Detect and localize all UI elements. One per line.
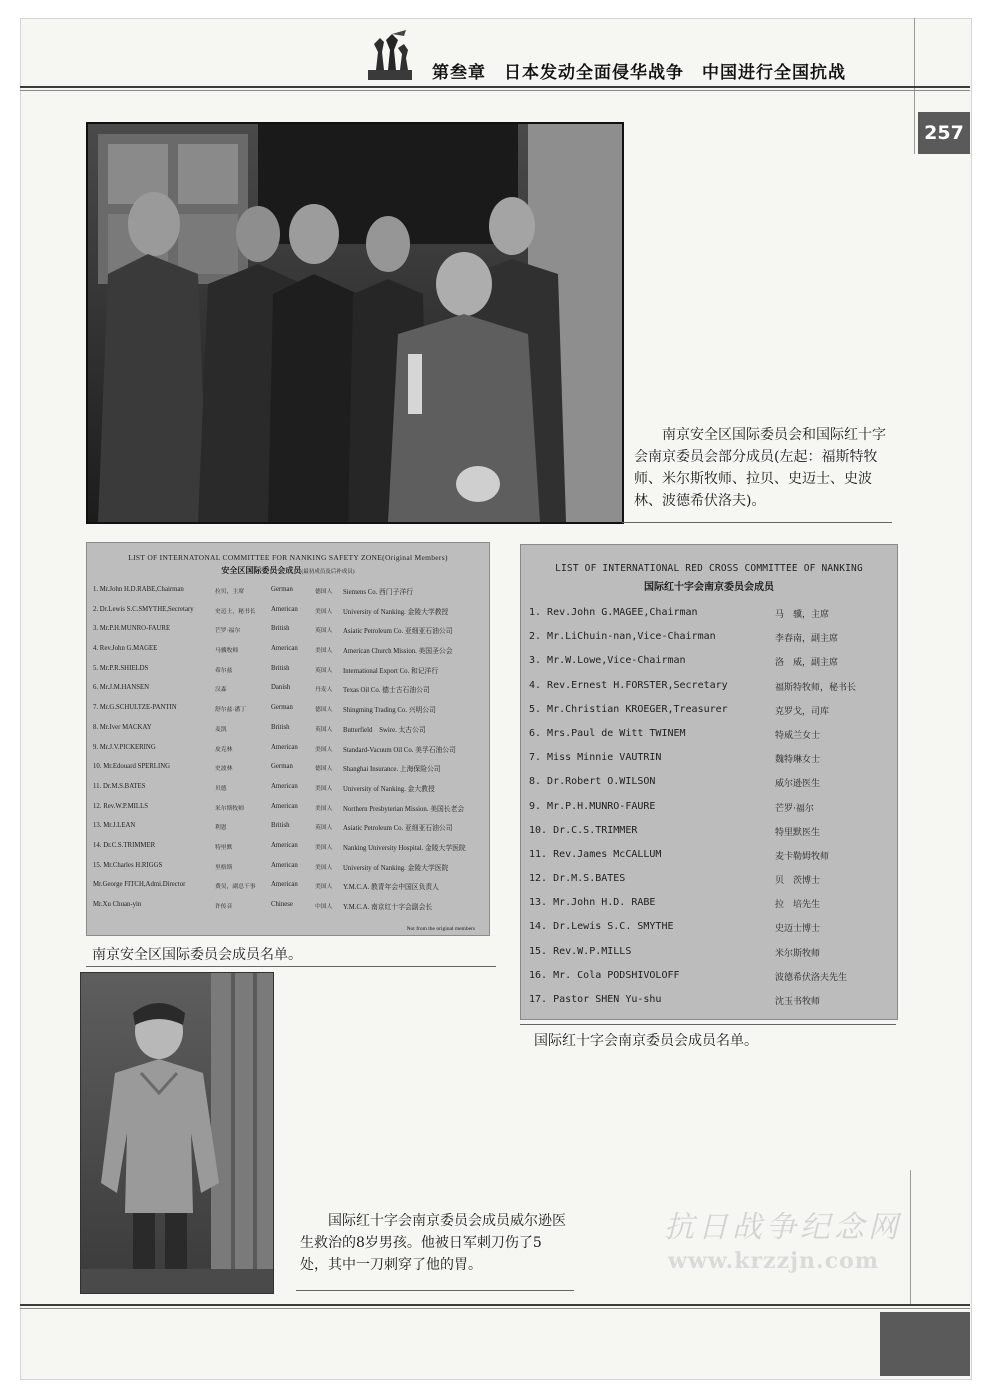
group-caption-rule bbox=[622, 522, 892, 523]
member-nationality-cn: 美国人 bbox=[315, 864, 333, 871]
member-nationality-cn: 中国人 bbox=[315, 904, 333, 910]
member-nationality-cn: 英国人 bbox=[315, 667, 333, 674]
member-name: 8. Mr.Iver MACKAY bbox=[93, 723, 152, 731]
redcross-list-row bbox=[521, 897, 897, 921]
chapter-heading bbox=[432, 58, 846, 83]
member-name-cn: 许传音 bbox=[215, 904, 233, 910]
member-organization: Y.M.C.A. 南京红十字会副会长 bbox=[343, 904, 433, 911]
member-name: 3. Mr.W.Lowe,Vice-Chairman bbox=[529, 655, 686, 667]
member-organization: International Export Co. 和记洋行 bbox=[343, 667, 439, 675]
boy-photo-image bbox=[81, 973, 273, 1293]
member-name-cn: 里格斯 bbox=[215, 864, 233, 871]
member-name: 10. Dr.C.S.TRIMMER bbox=[529, 824, 638, 836]
redcross-list-title-cn: 国际红十字会南京委员会成员 bbox=[644, 582, 774, 593]
member-name: 5. Mr.Christian KROEGER,Treasurer bbox=[529, 703, 728, 715]
member-name: 4. Rev.John G.MAGEE bbox=[93, 645, 158, 653]
safety-list-rows bbox=[87, 586, 489, 921]
member-name-cn: 米尔斯牧师 bbox=[215, 805, 244, 812]
member-name-cn: 米尔斯牧师 bbox=[775, 948, 821, 959]
safety-zone-members-list bbox=[86, 542, 490, 936]
boy-photo-caption: 国际红十字会南京委员会成员威尔逊医生救治的8岁男孩。他被日军刺刀伤了5处，其中一刀刺穿了他的胃。 bbox=[300, 1213, 566, 1273]
member-nationality-cn: 美国人 bbox=[315, 746, 333, 753]
member-organization: University of Nanking. 金大教授 bbox=[343, 785, 435, 793]
member-name-cn: 贝 茨博士 bbox=[775, 876, 821, 887]
member-name: 14. Dr.C.S.TRIMMER bbox=[93, 841, 156, 849]
member-name: 2. Dr.Lewis S.C.SMYTHE,Secretary bbox=[93, 605, 194, 613]
member-name-cn: 特威兰女士 bbox=[775, 730, 821, 741]
member-name-cn: 舒尔兹·潘丁 bbox=[215, 707, 246, 714]
member-nationality: British bbox=[271, 625, 290, 633]
redcross-list-row bbox=[521, 752, 897, 776]
member-name: 6. Mrs.Paul de Witt TWINEM bbox=[529, 727, 686, 739]
member-nationality: German bbox=[271, 763, 293, 771]
safety-list-title-cn-text: 安全区国际委员会成员 bbox=[221, 566, 302, 575]
member-name: 8. Dr.Robert O.WILSON bbox=[529, 776, 656, 788]
member-nationality: Danish bbox=[271, 684, 291, 692]
safety-list-caption: 南京安全区国际委员会成员名单。 bbox=[92, 947, 302, 963]
header-rule bbox=[20, 86, 970, 88]
member-name-cn: 特里默 bbox=[215, 844, 233, 851]
safety-list-row bbox=[87, 842, 489, 862]
footer-rule bbox=[20, 1304, 970, 1306]
safety-list-title: LIST OF INTERNATONAL COMMITTEE FOR NANKING SAFETY ZONE(Original Members) bbox=[128, 553, 448, 562]
member-nationality: American bbox=[271, 645, 298, 653]
member-name: 13. Mr.John H.D. RABE bbox=[529, 897, 656, 909]
member-name-cn: 利恩 bbox=[215, 825, 227, 832]
member-name-cn: 克罗戈，司库 bbox=[775, 706, 830, 717]
member-name-cn: 芒罗·福尔 bbox=[215, 628, 241, 635]
member-nationality: Chinese bbox=[271, 901, 293, 908]
footer-rule-thin bbox=[20, 1308, 970, 1309]
member-name-cn: 希尔兹 bbox=[215, 667, 233, 674]
group-photo-caption: 南京安全区国际委员会和国际红十字会南京委员会部分成员(左起：福斯特牧师、米尔斯牧师、拉贝、史迈士、史波林、波德希伏洛夫)。 bbox=[634, 427, 886, 509]
member-name-cn: 拉贝，主席 bbox=[215, 589, 244, 595]
member-name-cn: 特里默医生 bbox=[775, 827, 821, 838]
member-name-cn: 史迈士，秘书长 bbox=[215, 608, 256, 615]
member-name: 11. Dr.M.S.BATES bbox=[93, 782, 146, 790]
member-nationality: American bbox=[271, 802, 298, 810]
member-name-cn: 麦凯 bbox=[215, 726, 227, 733]
member-name: 5. Mr.P.R.SHIELDS bbox=[93, 664, 149, 672]
redcross-list-row bbox=[521, 970, 897, 994]
redcross-list-row bbox=[521, 704, 897, 728]
member-name-cn: 芒罗·福尔 bbox=[775, 803, 814, 814]
member-name: Mr.Xu Chuan-yin bbox=[93, 901, 142, 908]
member-organization: Butterfield Swire. 太古公司 bbox=[343, 726, 426, 734]
footer-block bbox=[880, 1312, 970, 1376]
safety-list-row bbox=[87, 606, 489, 626]
safety-list-row bbox=[87, 665, 489, 685]
member-name: 17. Pastor SHEN Yu-shu bbox=[529, 994, 662, 1005]
soldiers-statue-icon bbox=[362, 30, 418, 82]
boy-caption-rule bbox=[296, 1290, 574, 1291]
redcross-list-row bbox=[521, 921, 897, 945]
redcross-list-row bbox=[521, 680, 897, 704]
member-nationality-cn: 英国人 bbox=[315, 825, 333, 832]
member-nationality: American bbox=[271, 861, 298, 869]
redcross-list-row bbox=[521, 825, 897, 849]
member-organization: American Church Mission. 美国圣公会 bbox=[343, 648, 453, 656]
member-name: 9. Mr.P.H.MUNRO-FAURE bbox=[529, 800, 656, 812]
member-name: 2. Mr.LiChuin-nan,Vice-Chairman bbox=[529, 631, 716, 643]
member-organization: Siemens Co. 西门子洋行 bbox=[343, 589, 414, 596]
member-nationality-cn: 丹麦人 bbox=[315, 687, 333, 694]
member-name: 7. Miss Minnie VAUTRIN bbox=[529, 752, 662, 764]
safety-list-row bbox=[87, 881, 489, 901]
member-name: Mr.George FITCH,Admi.Director bbox=[93, 881, 186, 889]
member-organization: Standard-Vacuum Oil Co. 美孚石油公司 bbox=[343, 746, 456, 754]
member-nationality: German bbox=[271, 586, 293, 593]
redcross-list-row bbox=[521, 607, 897, 631]
member-nationality-cn: 美国人 bbox=[315, 884, 333, 891]
safety-list-row bbox=[87, 763, 489, 783]
redcross-list-row bbox=[521, 873, 897, 897]
member-name-cn: 史波林 bbox=[215, 766, 233, 773]
watermark-url: www.krzzjn.com bbox=[668, 1248, 880, 1274]
member-nationality-cn: 英国人 bbox=[315, 726, 333, 733]
redcross-list-row bbox=[521, 946, 897, 970]
member-name-cn: 汉森 bbox=[215, 687, 227, 694]
member-name-cn: 魏特琳女士 bbox=[775, 755, 821, 766]
member-name-cn: 威尔逊医生 bbox=[775, 779, 821, 790]
member-nationality: American bbox=[271, 782, 298, 790]
member-name: 9. Mr.J.V.PICKERING bbox=[93, 743, 156, 751]
member-name-cn: 福斯特牧师，秘书长 bbox=[775, 682, 857, 693]
member-name: 1. Mr.John H.D.RABE,Chairman bbox=[93, 586, 184, 593]
redcross-caption-rule bbox=[520, 1024, 896, 1025]
member-nationality: American bbox=[271, 605, 298, 613]
member-name-cn: 费吴，副总干事 bbox=[215, 884, 256, 891]
safety-list-row bbox=[87, 645, 489, 665]
member-organization: University of Nanking. 金陵大学教授 bbox=[343, 608, 449, 616]
member-nationality-cn: 美国人 bbox=[315, 608, 333, 615]
safety-list-row bbox=[87, 704, 489, 724]
group-photo-image bbox=[88, 124, 622, 522]
safety-list-row bbox=[87, 625, 489, 645]
redcross-list-row bbox=[521, 801, 897, 825]
group-photo bbox=[86, 122, 624, 524]
member-name: 3. Mr.P.H.MUNRO-FAURE bbox=[93, 625, 171, 633]
chapter-subtitle: 日本发动全面侵华战争 中国进行全国抗战 bbox=[504, 63, 846, 83]
safety-list-row bbox=[87, 724, 489, 744]
member-organization: Asiatic Petroleum Co. 亚细亚石油公司 bbox=[343, 825, 453, 833]
redcross-list-row bbox=[521, 849, 897, 873]
header-rule-thin bbox=[20, 90, 970, 91]
safety-list-row bbox=[87, 783, 489, 803]
safety-list-note: Not from the original members bbox=[406, 926, 475, 932]
member-name-cn: 马骥牧师 bbox=[215, 648, 239, 655]
member-name: 1. Rev.John G.MAGEE,Chairman bbox=[529, 607, 698, 618]
safety-list-title-cn bbox=[87, 565, 489, 576]
redcross-list-caption: 国际红十字会南京委员会成员名单。 bbox=[534, 1033, 758, 1049]
member-organization: Shanghai Insurance. 上海保险公司 bbox=[343, 766, 441, 774]
footer-vertical-rule bbox=[910, 1170, 911, 1304]
member-nationality-cn: 美国人 bbox=[315, 648, 333, 655]
member-name: 14. Dr.Lewis S.C. SMYTHE bbox=[529, 921, 674, 933]
safety-list-row bbox=[87, 684, 489, 704]
member-name-cn: 史迈士博士 bbox=[775, 924, 821, 935]
watermark-title: 抗日战争纪念网 bbox=[664, 1210, 902, 1245]
member-name-cn: 沈玉书牧师 bbox=[775, 997, 821, 1007]
member-name-cn: 马 骥，主席 bbox=[775, 610, 830, 620]
member-nationality-cn: 英国人 bbox=[315, 628, 333, 635]
redcross-list-row bbox=[521, 631, 897, 655]
member-nationality-cn: 德国人 bbox=[315, 707, 333, 714]
member-nationality: American bbox=[271, 743, 298, 751]
member-nationality-cn: 美国人 bbox=[315, 805, 333, 812]
redcross-list-title: LIST OF INTERNATIONAL RED CROSS COMMITTEE OF NANKING bbox=[555, 563, 863, 574]
member-name: 16. Mr. Cola PODSHIVOLOFF bbox=[529, 969, 680, 981]
member-name: 15. Mr.Charles H.RIGGS bbox=[93, 861, 163, 869]
member-name-cn: 贝德 bbox=[215, 785, 227, 792]
member-nationality: American bbox=[271, 881, 298, 889]
member-organization: Y.M.C.A. 教青年会中国区负责人 bbox=[343, 884, 439, 892]
member-name: 12. Dr.M.S.BATES bbox=[529, 873, 626, 885]
member-name: 12. Rev.W.P.MILLS bbox=[93, 802, 149, 810]
member-name: 13. Mr.J.LEAN bbox=[93, 822, 136, 830]
member-organization: Texas Oil Co. 德士古石油公司 bbox=[343, 687, 430, 695]
member-nationality: German bbox=[271, 704, 293, 712]
member-nationality-cn: 德国人 bbox=[315, 589, 333, 595]
redcross-list-row bbox=[521, 655, 897, 679]
member-nationality: British bbox=[271, 822, 290, 830]
member-nationality-cn: 美国人 bbox=[315, 844, 333, 851]
member-name-cn: 波德希伏洛夫先生 bbox=[775, 972, 848, 983]
safety-list-row bbox=[87, 744, 489, 764]
safety-list-row bbox=[87, 822, 489, 842]
member-name-cn: 拉 培先生 bbox=[775, 900, 821, 911]
member-name: 4. Rev.Ernest H.FORSTER,Secretary bbox=[529, 679, 728, 691]
member-nationality-cn: 美国人 bbox=[315, 785, 333, 792]
member-organization: Northern Presbyterian Mission. 美国长老会 bbox=[343, 805, 465, 813]
safety-caption-rule bbox=[86, 966, 496, 967]
redcross-list-row bbox=[521, 994, 897, 1018]
member-organization: University of Nanking. 金陵大学医院 bbox=[343, 864, 449, 872]
redcross-list-rows bbox=[521, 607, 897, 1018]
member-organization: Nanking University Hospital. 金陵大学医院 bbox=[343, 844, 466, 852]
member-nationality: British bbox=[271, 664, 290, 672]
member-name: 7. Mr.G.SCHULTZE-PANTIN bbox=[93, 704, 177, 712]
chapter-number: 第叁章 bbox=[432, 63, 486, 83]
member-nationality: British bbox=[271, 723, 290, 731]
member-name-cn: 皮克林 bbox=[215, 746, 233, 753]
member-name-cn: 李春南，副主席 bbox=[775, 634, 839, 645]
safety-list-row bbox=[87, 862, 489, 882]
red-cross-members-list bbox=[520, 544, 898, 1020]
safety-list-row bbox=[87, 803, 489, 823]
member-name-cn: 麦卡勒姆牧师 bbox=[775, 851, 830, 862]
member-name: 15. Rev.W.P.MILLS bbox=[529, 945, 632, 957]
member-name: 6. Mr.J.M.HANSEN bbox=[93, 684, 150, 692]
boy-photo bbox=[80, 972, 274, 1294]
member-organization: Shingming Trading Co. 兴明公司 bbox=[343, 707, 436, 715]
page-number: 257 bbox=[918, 112, 970, 154]
safety-list-title-cn-note: (最初成员及后补成员) bbox=[301, 569, 355, 575]
member-nationality-cn: 德国人 bbox=[315, 766, 333, 773]
member-name: 10. Mr.Edouard SPERLING bbox=[93, 763, 171, 771]
redcross-list-row bbox=[521, 728, 897, 752]
member-nationality: American bbox=[271, 841, 298, 849]
member-name-cn: 洛 威，副主席 bbox=[775, 658, 839, 669]
safety-list-row bbox=[87, 586, 489, 606]
member-organization: Asiatic Petroleum Co. 亚细亚石油公司 bbox=[343, 628, 453, 636]
redcross-list-row bbox=[521, 776, 897, 800]
member-name: 11. Rev.James McCALLUM bbox=[529, 848, 662, 860]
safety-list-row bbox=[87, 901, 489, 921]
